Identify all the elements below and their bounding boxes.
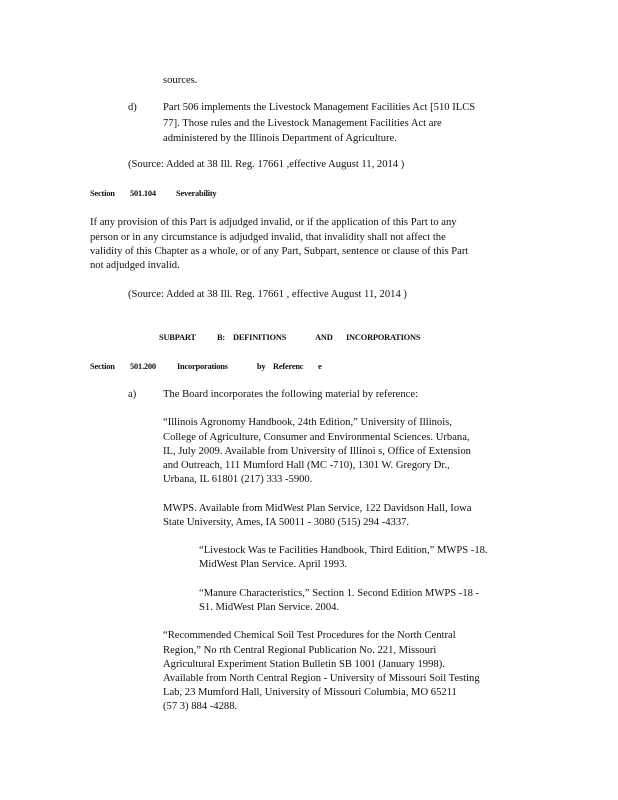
reference-line: Lab, 23 Mumford Hall, University of Missouri Columbia, MO 65211 [163, 687, 457, 698]
section-title-word: e [318, 362, 322, 371]
reference-line: Available from North Central Region - University of Missouri Soil Testing [163, 673, 480, 684]
reference-line: “Livestock Was te Facilities Handbook, Third Edition,” MWPS -18. [199, 545, 488, 556]
section-number: 501.104 [130, 189, 156, 198]
section-title-word: Incorporations [177, 362, 228, 371]
section-number: 501.200 [130, 362, 156, 371]
item-d-line: Part 506 implements the Livestock Management Facilities Act [510 ILCS [163, 102, 476, 113]
section-title-word: by [257, 362, 266, 371]
reference-line: “Illinois Agronomy Handbook, 24th Edition,” University of Illinois, [163, 417, 452, 428]
reference-line: State University, Ames, IA 50011 - 3080 (515) 294 -4337. [163, 517, 410, 528]
subpart-heading [159, 332, 419, 343]
reference-line: MWPS. Available from MidWest Plan Service, 122 Davidson Hall, Iowa [163, 503, 472, 514]
paragraph-line: If any provision of this Part is adjudged invalid, or if the application of this Part to any [90, 217, 457, 228]
subpart-word: AND [315, 333, 333, 342]
subpart-word: INCORPORATIONS [346, 333, 421, 342]
section-title-word: Referenc [273, 362, 304, 371]
section-title: Severability [176, 189, 217, 198]
reference-line: Urbana, IL 61801 (217) 333 -5900. [163, 474, 313, 485]
section-label: Section [90, 189, 115, 198]
source-note: (Source: Added at 38 Ill. Reg. 17661 , effective August 11, 2014 ) [128, 289, 407, 300]
section-heading-incorporations [90, 361, 340, 372]
reference-line: IL, July 2009. Available from University of Illinoi s, Office of Extension [163, 446, 471, 457]
section-heading-severability [90, 188, 310, 199]
subpart-word: SUBPART [159, 333, 196, 342]
source-note: (Source: Added at 38 Ill. Reg. 17661 ,effective August 11, 2014 ) [128, 159, 405, 170]
reference-line: College of Agriculture, Consumer and Environmental Sciences. Urbana, [163, 432, 470, 443]
reference-line: and Outreach, 111 Mumford Hall (MC -710), 1301 W. Gregory Dr., [163, 460, 450, 471]
subpart-word: B: [217, 333, 225, 342]
reference-line: Region,” No rth Central Regional Publication No. 221, Missouri [163, 645, 437, 656]
reference-line: S1. MidWest Plan Service. 2004. [199, 602, 340, 613]
item-d-label: d) [128, 102, 137, 113]
paragraph-line: person or in any circumstance is adjudged invalid, that invalidity shall not affect the [90, 232, 446, 243]
reference-line: Agricultural Experiment Station Bulletin SB 1001 (January 1998). [163, 659, 445, 670]
paragraph-line: validity of this Chapter as a whole, or of any Part, Subpart, sentence or clause of this Part [90, 246, 469, 257]
reference-line: (57 3) 884 -4288. [163, 701, 238, 712]
section-label: Section [90, 362, 115, 371]
item-a-label: a) [128, 389, 137, 400]
item-a-intro: The Board incorporates the following material by reference: [163, 389, 419, 400]
continuation-text: sources. [163, 75, 198, 86]
item-d-line: administered by the Illinois Department of Agriculture. [163, 133, 397, 144]
item-d-line: 77]. Those rules and the Livestock Management Facilities Act are [163, 118, 442, 129]
reference-line: “Manure Characteristics,” Section 1. Second Edition MWPS -18 - [199, 588, 480, 599]
subpart-word: DEFINITIONS [233, 333, 287, 342]
paragraph-line: not adjudged invalid. [90, 260, 180, 271]
reference-line: “Recommended Chemical Soil Test Procedures for the North Central [163, 630, 456, 641]
reference-line: MidWest Plan Service. April 1993. [199, 559, 348, 570]
